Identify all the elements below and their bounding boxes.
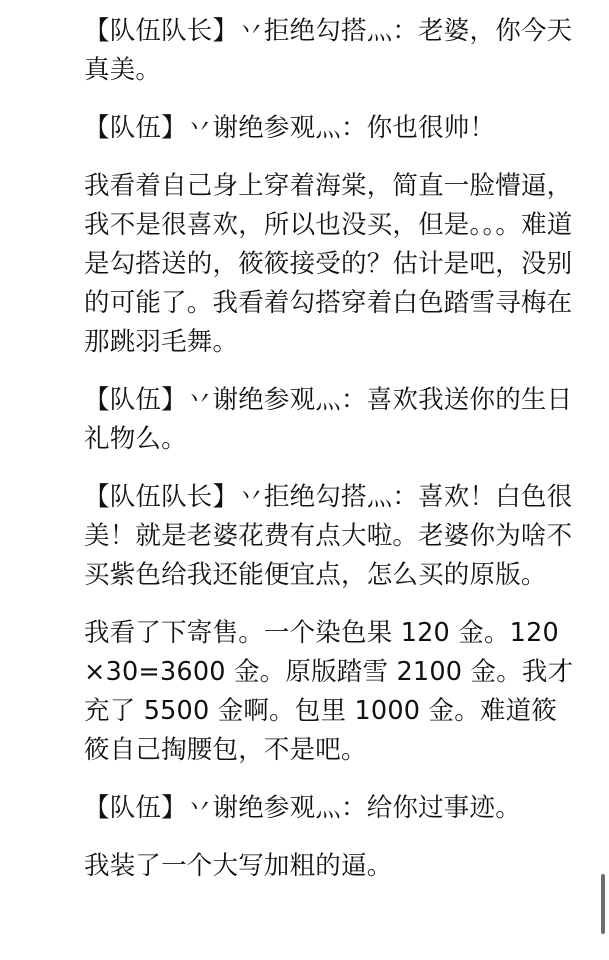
paragraph-8: 我装了一个大写加粗的逼。 bbox=[84, 851, 393, 881]
paragraph-5: 【队伍队长】丷拒绝勾搭灬：喜欢！白色很美！就是老婆花费有点大啦。老婆你为啥不买紫色给我还能便宜点，怎么买的原版。 bbox=[84, 482, 573, 590]
scrollbar-thumb[interactable] bbox=[601, 874, 605, 934]
paragraph-3: 我看着自己身上穿着海棠，简直一脸懵逼，我不是很喜欢，所以也没买，但是。。。难道是勾搭送的，筱筱接受的？估计是吧，没别的可能了。我看着勾搭穿着白色踏雪寻梅在那跳羽毛舞。 bbox=[84, 171, 573, 357]
paragraph-1: 【队伍队长】丷拒绝勾搭灬：老婆，你今天真美。 bbox=[84, 16, 573, 85]
paragraph-4: 【队伍】丷谢绝参观灬：喜欢我送你的生日礼物么。 bbox=[84, 385, 573, 454]
paragraph-6: 我看了下寄售。一个染色果 120 金。120×30=3600 金。原版踏雪 2100 金。我才充了 5500 金啊。包里 1000 金。难道筱筱自己掏腰包，不是吧。 bbox=[84, 618, 574, 765]
paragraph-7: 【队伍】丷谢绝参观灬：给你过事迹。 bbox=[84, 793, 521, 823]
reader-content bbox=[84, 12, 574, 905]
paragraph-2: 【队伍】丷谢绝参观灬：你也很帅！ bbox=[84, 113, 496, 143]
